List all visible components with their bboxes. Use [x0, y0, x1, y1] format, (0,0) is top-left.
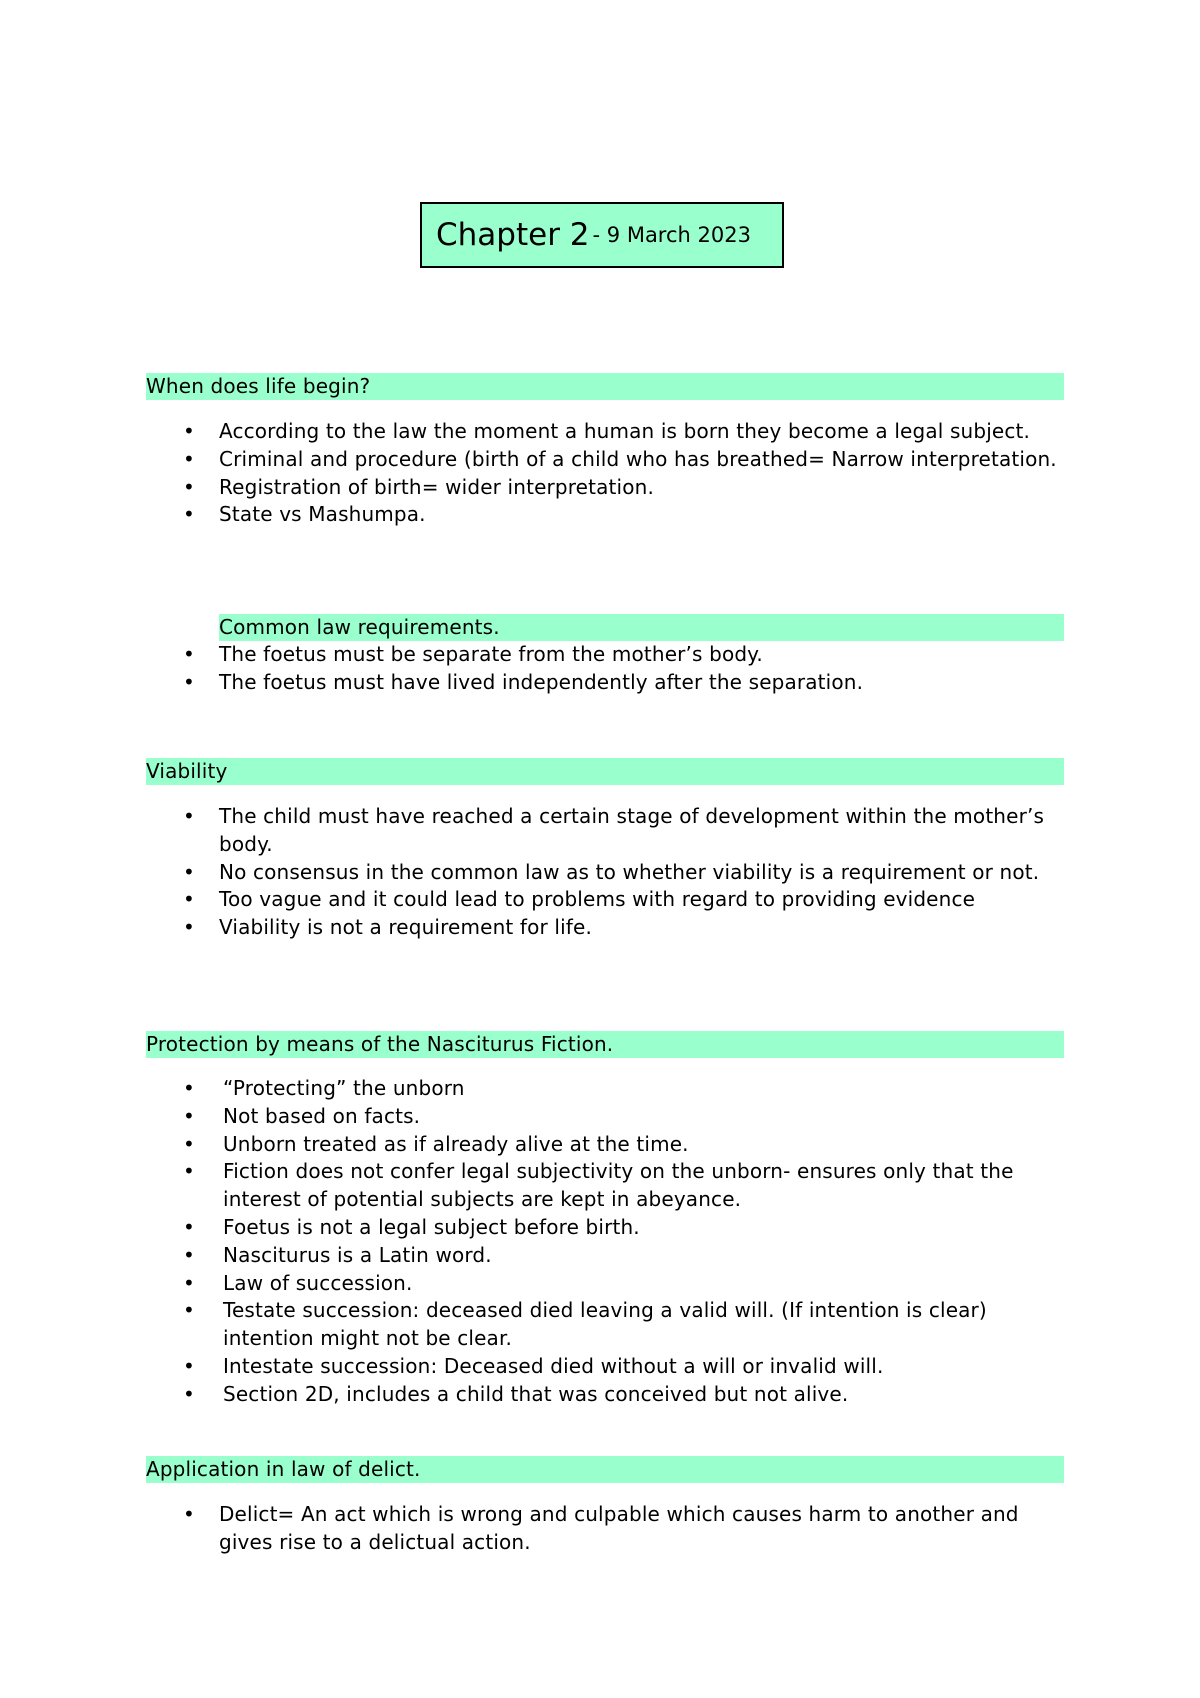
list-item: • Delict= An act which is wrong and culpable which causes harm to another and gives rise to a delictual action.: [219, 1501, 1069, 1557]
chapter-date: - 9 March 2023: [592, 223, 751, 247]
section-heading-viability: Viability: [146, 758, 1064, 785]
list-item: • Unborn treated as if already alive at the time.: [223, 1131, 1073, 1159]
list-item: • Viability is not a requirement for life.: [219, 914, 1069, 942]
common-law-list: [219, 641, 1069, 697]
list-item: • The foetus must have lived independently after the separation.: [219, 669, 1069, 697]
list-item: • The child must have reached a certain stage of development within the mother’s body.: [219, 803, 1069, 859]
list-item: • “Protecting” the unborn: [223, 1075, 1073, 1103]
list-item: • Criminal and procedure (birth of a child who has breathed= Narrow interpretation.: [219, 446, 1069, 474]
section-heading-nasciturus: Protection by means of the Nasciturus Fiction.: [146, 1031, 1064, 1058]
delict-list: [219, 1501, 1069, 1557]
list-item: • Nasciturus is a Latin word.: [223, 1242, 1073, 1270]
section-heading-delict: Application in law of delict.: [146, 1456, 1064, 1483]
viability-list: [219, 803, 1069, 942]
list-item: • Too vague and it could lead to problems with regard to providing evidence: [219, 886, 1069, 914]
list-item: • According to the law the moment a human is born they become a legal subject.: [219, 418, 1069, 446]
list-item: • No consensus in the common law as to whether viability is a requirement or not.: [219, 859, 1069, 887]
chapter-title-box: [420, 202, 784, 268]
list-item: • Section 2D, includes a child that was conceived but not alive.: [223, 1381, 1073, 1409]
list-item: • State vs Mashumpa.: [219, 501, 1069, 529]
list-item: • Law of succession.: [223, 1270, 1073, 1298]
list-item: • Foetus is not a legal subject before birth.: [223, 1214, 1073, 1242]
list-item: • Testate succession: deceased died leaving a valid will. (If intention is clear) intention might not be clear.: [223, 1297, 1073, 1353]
list-item: • The foetus must be separate from the mother’s body.: [219, 641, 1069, 669]
life-begins-list: [219, 418, 1069, 529]
nasciturus-list: [223, 1075, 1073, 1409]
chapter-title: Chapter 2: [436, 217, 590, 253]
section-heading-life-begins: When does life begin?: [146, 373, 1064, 400]
list-item: • Not based on facts.: [223, 1103, 1073, 1131]
subheading-common-law: Common law requirements.: [219, 614, 1064, 641]
list-item: • Registration of birth= wider interpretation.: [219, 474, 1069, 502]
list-item: • Intestate succession: Deceased died without a will or invalid will.: [223, 1353, 1073, 1381]
list-item: • Fiction does not confer legal subjectivity on the unborn- ensures only that the interest of potential subjects are kept in abeyance.: [223, 1158, 1073, 1214]
